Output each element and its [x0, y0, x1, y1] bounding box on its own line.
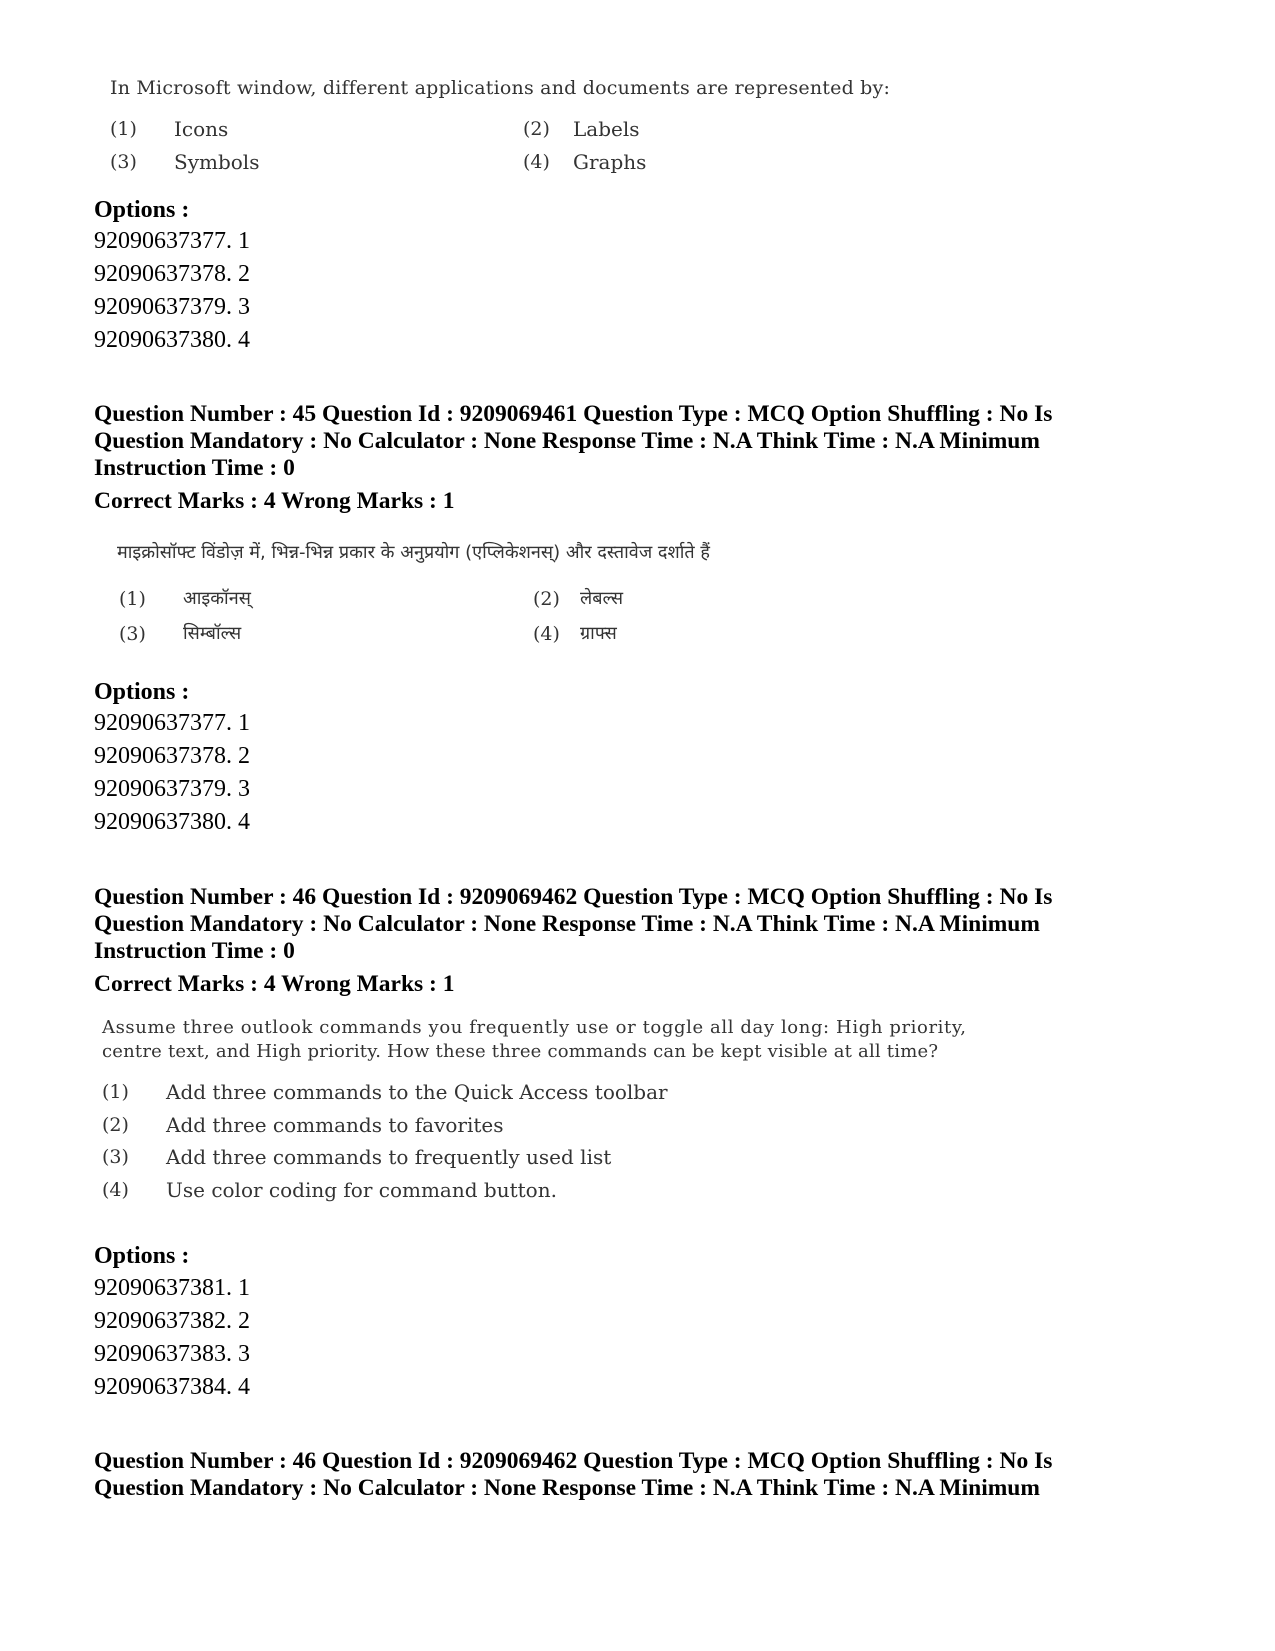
- marks-line: Correct Marks : 4 Wrong Marks : 1: [94, 488, 455, 514]
- question-meta-line: Instruction Time : 0: [94, 938, 295, 964]
- choice-text: Add three commands to the Quick Access toolbar: [166, 1080, 668, 1104]
- choice-number: (3): [102, 1146, 129, 1168]
- option-line: 92090637382. 2: [94, 1308, 250, 1334]
- option-line: 92090637380. 4: [94, 327, 250, 353]
- question-text: Assume three outlook commands you frequently use or toggle all day long: High priority,: [102, 1017, 967, 1038]
- question-meta-line: Question Mandatory : No Calculator : None Response Time : N.A Think Time : N.A Minimum: [94, 1475, 1040, 1501]
- choice-number: (4): [533, 623, 560, 645]
- choice-text: Graphs: [573, 150, 647, 174]
- option-line: 92090637379. 3: [94, 294, 250, 320]
- question-meta-line: Question Mandatory : No Calculator : None Response Time : N.A Think Time : N.A Minimum: [94, 911, 1040, 937]
- choice-number: (3): [119, 623, 146, 645]
- question-text: In Microsoft window, different applications and documents are represented by:: [110, 77, 891, 99]
- choice-text: आइकॉनस्: [183, 588, 251, 609]
- choice-number: (2): [523, 118, 550, 140]
- option-line: 92090637378. 2: [94, 261, 250, 287]
- choice-text: Symbols: [174, 150, 260, 174]
- option-line: 92090637379. 3: [94, 776, 250, 802]
- option-line: 92090637380. 4: [94, 809, 250, 835]
- marks-line: Correct Marks : 4 Wrong Marks : 1: [94, 971, 455, 997]
- question-meta-line: Instruction Time : 0: [94, 455, 295, 481]
- choice-text: Labels: [573, 117, 640, 141]
- choice-number: (1): [119, 588, 146, 610]
- option-line: 92090637383. 3: [94, 1341, 250, 1367]
- question-meta-line: Question Number : 45 Question Id : 9209069461 Question Type : MCQ Option Shuffling : No Is: [94, 401, 1053, 427]
- option-line: 92090637381. 1: [94, 1275, 250, 1301]
- question-meta-line: Question Number : 46 Question Id : 9209069462 Question Type : MCQ Option Shuffling : No Is: [94, 1448, 1053, 1474]
- option-line: 92090637377. 1: [94, 710, 250, 736]
- choice-text: Icons: [174, 117, 229, 141]
- choice-text: Use color coding for command button.: [166, 1178, 557, 1202]
- question-meta-line: Question Number : 46 Question Id : 9209069462 Question Type : MCQ Option Shuffling : No Is: [94, 884, 1053, 910]
- question-text: centre text, and High priority. How these three commands can be kept visible at all time?: [102, 1041, 939, 1062]
- options-title: Options :: [94, 679, 190, 705]
- choice-text: Add three commands to frequently used list: [166, 1145, 612, 1169]
- choice-number: (4): [523, 151, 550, 173]
- option-line: 92090637378. 2: [94, 743, 250, 769]
- choice-number: (2): [533, 588, 560, 610]
- choice-text: लेबल्स: [580, 588, 623, 609]
- choice-number: (3): [110, 151, 137, 173]
- question-text: माइक्रोसॉफ्ट विंडोज़ में, भिन्न-भिन्न प्रकार के अनुप्रयोग (एप्लिकेशनस्) और दस्तावेज दर्शाते हैं: [117, 542, 710, 563]
- choice-text: ग्राफ्स: [580, 623, 617, 644]
- choice-number: (2): [102, 1114, 129, 1136]
- choice-number: (4): [102, 1179, 129, 1201]
- options-title: Options :: [94, 1243, 190, 1269]
- choice-text: सिम्बॉल्स: [183, 623, 242, 644]
- choice-number: (1): [102, 1081, 129, 1103]
- options-title: Options :: [94, 197, 190, 223]
- option-line: 92090637384. 4: [94, 1374, 250, 1400]
- choice-text: Add three commands to favorites: [166, 1113, 504, 1137]
- option-line: 92090637377. 1: [94, 228, 250, 254]
- choice-number: (1): [110, 118, 137, 140]
- question-meta-line: Question Mandatory : No Calculator : None Response Time : N.A Think Time : N.A Minimum: [94, 428, 1040, 454]
